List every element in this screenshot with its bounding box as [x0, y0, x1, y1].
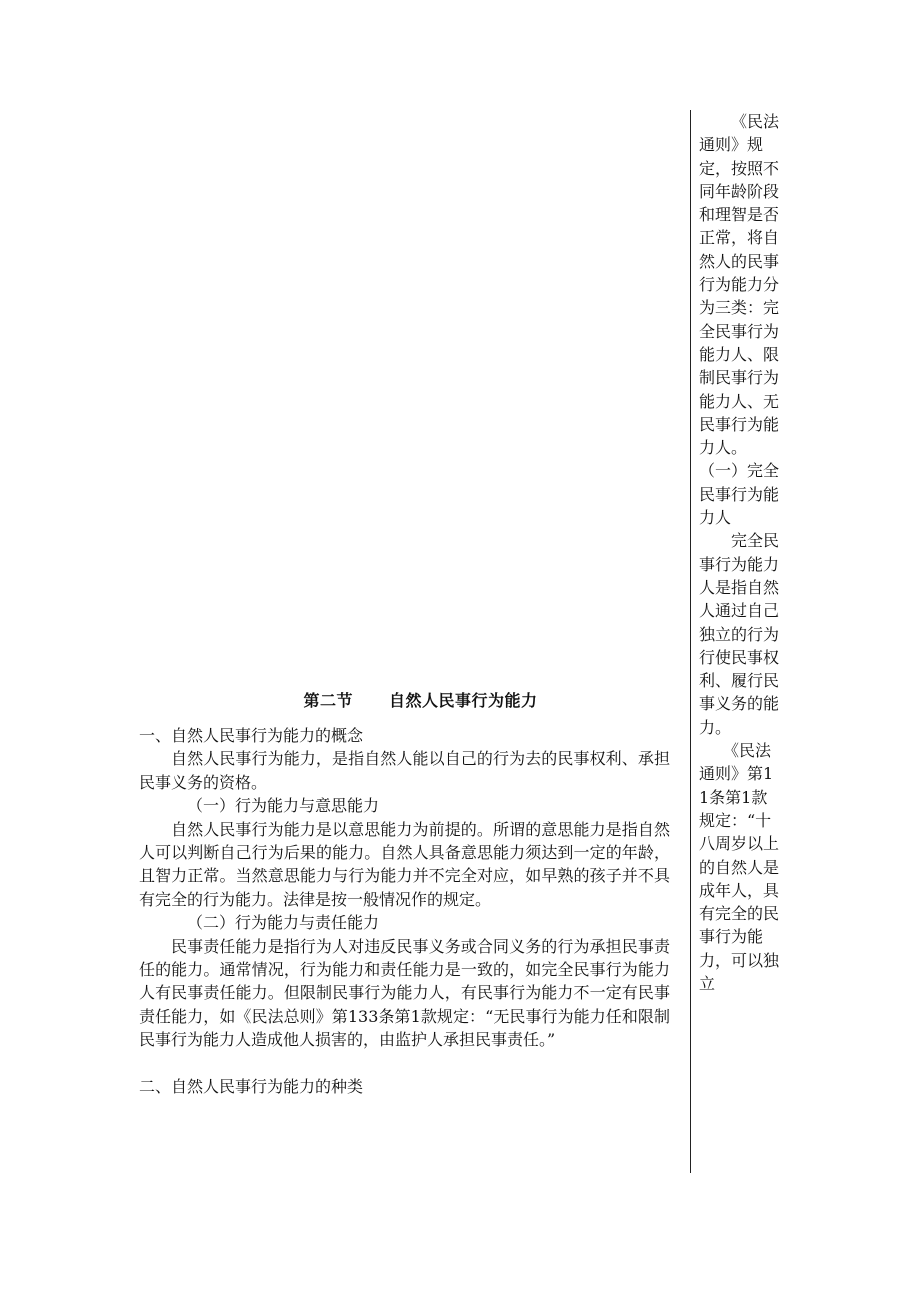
margin-note-intro: 《民法通则》规定，按照不同年龄阶段和理智是否正常，将自然人的民事行为能力分为三类：完全民事行为能力人、限制民事行为能力人、无民事行为能力人。	[699, 112, 780, 458]
paragraph-definition: 自然人民事行为能力，是指自然人能以自己的行为去的民事权利、承担民事义务的资格。	[139, 749, 670, 792]
heading-concept: 一、自然人民事行为能力的概念	[139, 726, 364, 745]
section-title-text: 自然人民事行为能力	[389, 691, 538, 710]
section-number: 第二节	[303, 691, 353, 710]
margin-note-definition: 完全民事行为能力人是指自然人通过自己独立的行为行使民事权利、履行民事义务的能力。	[699, 531, 780, 737]
margin-note-article: 《民法通则》第11条第1款规定：“十八周岁以上的自然人是成年人，具有完全的民事行为能力，可以独立	[699, 741, 780, 993]
paragraph-intent-capacity: 自然人民事行为能力是以意思能力为前提的。所谓的意思能力是指自然人可以判断自己行为后果的能力。自然人具备意思能力须达到一定的年龄，且智力正常。当然意思能力与行为能力并不完全对应，如早熟的孩子并不具有完全的行为能力。法律是按一般情况作的规定。	[139, 819, 670, 909]
margin-note-column	[690, 110, 783, 1173]
blank-line	[139, 1052, 670, 1075]
subheading-liability-capacity: （二）行为能力与责任能力	[187, 913, 380, 933]
main-text-column	[139, 688, 670, 1098]
section-title	[171, 688, 670, 724]
margin-note-subheading: （一）完全民事行为能力人	[699, 461, 780, 528]
paragraph-liability-capacity: 民事责任能力是指行为人对违反民事义务或合同义务的行为承担民事责任的能力。通常情况，行为能力和责任能力是一致的，如完全民事行为能力人有民事责任能力。但限制民事行为能力人，有民事行为能力不一定有民事责任能力，如《民法总则》第133条第1款规定：“无民事行为能力任和限制民事行为能力人造成他人损害的，由监护人承担民事责任。”	[139, 936, 670, 1050]
subheading-intent-capacity: （一）行为能力与意思能力	[187, 796, 380, 816]
heading-types: 二、自然人民事行为能力的种类	[139, 1077, 364, 1097]
